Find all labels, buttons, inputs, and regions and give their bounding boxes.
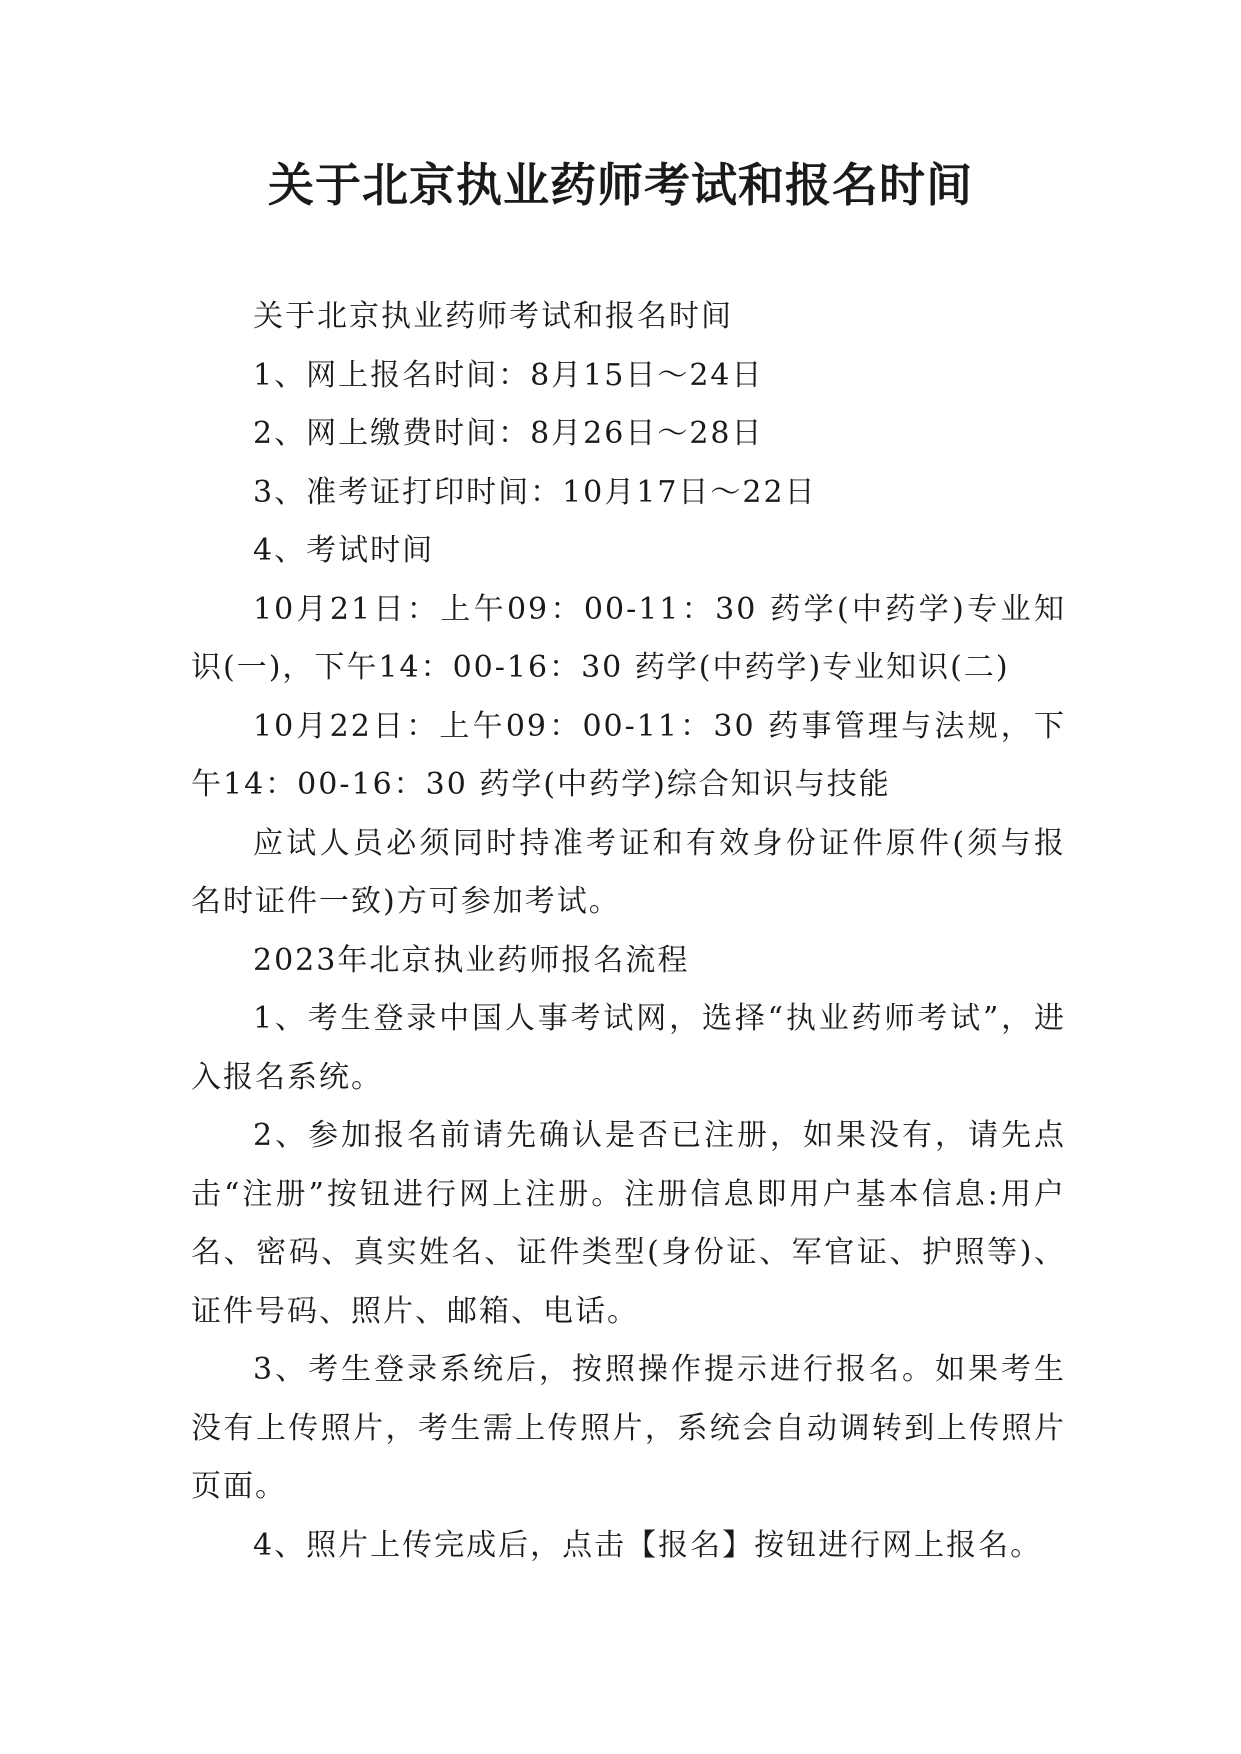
- paragraph-online-registration-time: 1、网上报名时间：8月15日～24日: [253, 357, 764, 393]
- document-title: 关于北京执业药师考试和报名时间: [268, 158, 973, 212]
- paragraph-heading: 关于北京执业药师考试和报名时间: [253, 299, 733, 334]
- paragraph-exam-time-heading: 4、考试时间: [253, 533, 435, 568]
- paragraph-process-step-2: 2、参加报名前请先确认是否已注册，如果没有，请先点击“注册”按钮进行网上注册。注册信息即用户基本信息:用户名、密码、真实姓名、证件类型(身份证、军官证、护照等)、证件号码、照片、邮箱、电话。: [191, 1118, 1066, 1329]
- paragraph-admission-ticket-print-time: 3、准考证打印时间：10月17日～22日: [253, 474, 817, 510]
- document-body: [191, 288, 1066, 1575]
- paragraph-exam-day-2: 10月22日：上午09：00-11：30 药事管理与法规，下午14：00-16：30 药学(中药学)综合知识与技能: [191, 708, 1066, 802]
- paragraph-process-step-4: 4、照片上传完成后，点击【报名】按钮进行网上报名。: [253, 1527, 1043, 1563]
- paragraph-process-heading: 2023年北京执业药师报名流程: [253, 942, 690, 978]
- paragraph-process-step-3: 3、考生登录系统后，按照操作提示进行报名。如果考生没有上传照片，考生需上传照片，系统会自动调转到上传照片页面。: [191, 1352, 1066, 1504]
- paragraph-exam-day-1: 10月21日：上午09：00-11：30 药学(中药学)专业知识(一)，下午14：00-16：30 药学(中药学)专业知识(二): [191, 591, 1066, 685]
- paragraph-exam-requirements: 应试人员必须同时持准考证和有效身份证件原件(须与报名时证件一致)方可参加考试。: [191, 825, 1066, 919]
- paragraph-process-step-1: 1、考生登录中国人事考试网，选择“执业药师考试”，进入报名系统。: [191, 1001, 1066, 1095]
- paragraph-online-payment-time: 2、网上缴费时间：8月26日～28日: [253, 416, 764, 451]
